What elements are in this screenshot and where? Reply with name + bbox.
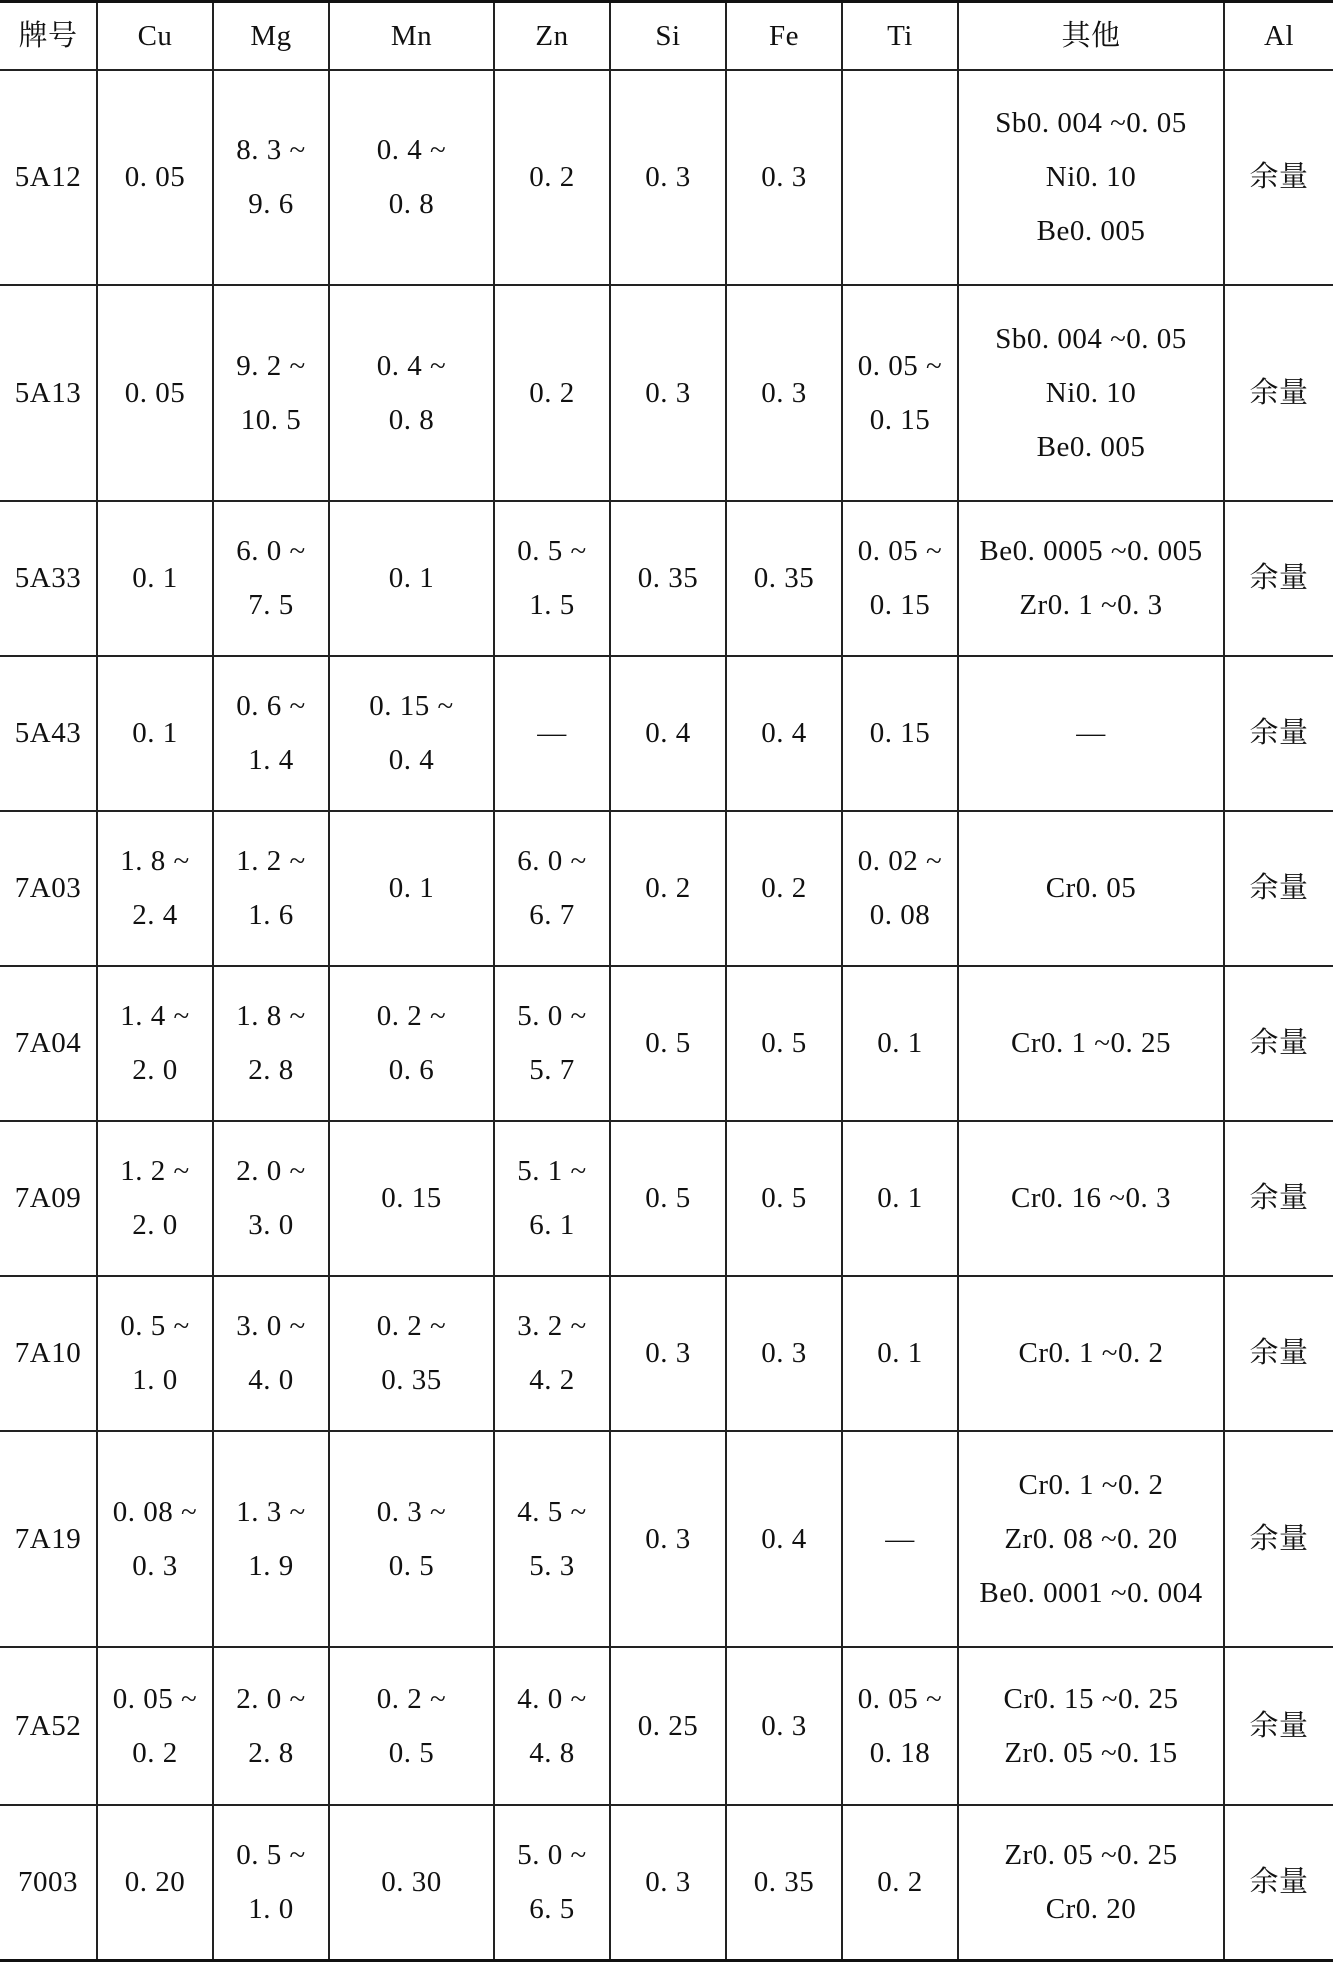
cell-mn — [329, 1647, 494, 1805]
cell-line: Ni0. 10 — [1045, 161, 1137, 193]
cell-line: 0. 1 — [388, 872, 435, 904]
cell-grade: 7A04 — [0, 966, 97, 1121]
cell-line: 0. 3 ~ — [376, 1495, 447, 1528]
cell-line: 4. 0 ~ — [517, 1682, 587, 1715]
cell-si — [610, 1431, 726, 1647]
cell-line: 0. 05 — [124, 376, 186, 409]
cell-zn — [494, 70, 610, 285]
cell-line: 余量 — [1249, 872, 1309, 904]
cell-line: 0. 2 — [761, 872, 807, 904]
cell-line: Be0. 005 — [1036, 215, 1146, 247]
cell-line: 0. 2 — [877, 1866, 923, 1899]
cell-line: 0. 4 — [388, 744, 435, 776]
cell-al — [1224, 1805, 1333, 1961]
cell-line: 7. 5 — [248, 589, 294, 621]
cell-mg — [213, 1431, 329, 1647]
cell-al — [1224, 70, 1333, 285]
cell-line: 0. 3 — [132, 1549, 178, 1582]
cell-zn — [494, 1647, 610, 1805]
cell-ti — [842, 1805, 958, 1961]
cell-cu — [97, 966, 213, 1121]
cell-line: 9. 2 ~ — [236, 349, 306, 382]
cell-mg — [213, 811, 329, 966]
cell-line: 0. 1 — [132, 562, 178, 594]
cell-line: 6. 7 — [529, 899, 575, 931]
cell-si — [610, 501, 726, 656]
cell-line: 0. 2 — [529, 376, 575, 409]
cell-mn — [329, 1805, 494, 1961]
cell-line: 0. 5 ~ — [120, 1310, 190, 1342]
cell-grade: 7A09 — [0, 1121, 97, 1276]
cell-zn — [494, 501, 610, 656]
cell-fe — [726, 70, 842, 285]
cell-line: 0. 3 — [645, 161, 691, 193]
cell-line: 0. 3 — [645, 376, 691, 409]
cell-ti — [842, 966, 958, 1121]
cell-line: 0. 8 — [388, 188, 435, 220]
cell-line: 10. 5 — [240, 403, 302, 436]
cell-zn — [494, 1276, 610, 1431]
cell-line: Cr0. 05 — [1045, 872, 1137, 904]
cell-line: 0. 15 ~ — [369, 690, 454, 722]
cell-ti — [842, 285, 958, 501]
cell-line: 余量 — [1249, 1522, 1309, 1555]
cell-line: 0. 25 — [637, 1709, 699, 1742]
cell-line: 0. 1 — [877, 1337, 923, 1369]
cell-line: 4. 0 — [248, 1364, 294, 1396]
cell-line: 0. 05 ~ — [857, 349, 943, 382]
cell-si — [610, 1121, 726, 1276]
cell-cu — [97, 501, 213, 656]
cell-line: 0. 8 — [388, 403, 435, 436]
cell-al — [1224, 1121, 1333, 1276]
cell-line: 0. 20 — [124, 1866, 186, 1899]
cell-line: 0. 1 — [877, 1182, 923, 1214]
cell-cu — [97, 1647, 213, 1805]
cell-mg — [213, 1276, 329, 1431]
cell-cu — [97, 811, 213, 966]
table-row — [0, 811, 1333, 966]
header-other: 其他 — [958, 2, 1224, 70]
cell-line: Be0. 005 — [1036, 430, 1146, 463]
cell-mn — [329, 1276, 494, 1431]
cell-fe — [726, 1805, 842, 1961]
cell-line: 余量 — [1249, 1027, 1309, 1059]
table-row — [0, 1805, 1333, 1961]
cell-line: 1. 2 ~ — [236, 845, 306, 877]
cell-zn — [494, 656, 610, 811]
cell-line: 0. 2 — [529, 161, 575, 193]
cell-line: 0. 08 — [869, 899, 931, 931]
cell-line: Zr0. 05 ~0. 25 — [1004, 1839, 1178, 1872]
cell-line: 0. 4 — [761, 1522, 807, 1555]
cell-si — [610, 656, 726, 811]
cell-line: Cr0. 16 ~0. 3 — [1011, 1182, 1171, 1214]
cell-line: 1. 4 ~ — [120, 1000, 190, 1032]
cell-line: 0. 15 — [869, 403, 931, 436]
cell-line: 1. 2 ~ — [120, 1155, 190, 1187]
cell-line: Be0. 0001 ~0. 004 — [979, 1576, 1203, 1609]
cell-line: 5. 3 — [529, 1549, 575, 1582]
cell-line: 0. 5 ~ — [517, 535, 587, 567]
cell-mg — [213, 70, 329, 285]
cell-line: 1. 9 — [248, 1549, 294, 1582]
cell-line: 0. 3 — [645, 1866, 691, 1899]
cell-line: Sb0. 004 ~0. 05 — [995, 322, 1187, 355]
cell-other — [958, 966, 1224, 1121]
cell-fe — [726, 656, 842, 811]
cell-zn — [494, 285, 610, 501]
cell-mg — [213, 656, 329, 811]
cell-line: Cr0. 1 ~0. 25 — [1011, 1027, 1171, 1059]
cell-grade: 5A12 — [0, 70, 97, 285]
cell-mn — [329, 285, 494, 501]
cell-line: Ni0. 10 — [1045, 376, 1137, 409]
table-row — [0, 1647, 1333, 1805]
cell-line: 0. 35 — [381, 1364, 442, 1396]
cell-line: Cr0. 1 ~0. 2 — [1018, 1337, 1164, 1369]
cell-mg — [213, 1121, 329, 1276]
cell-mn — [329, 1121, 494, 1276]
cell-mg — [213, 1805, 329, 1961]
cell-line: 6. 0 ~ — [517, 845, 587, 877]
table-row — [0, 1121, 1333, 1276]
cell-line: 1. 8 ~ — [236, 1000, 306, 1032]
cell-line: 0. 02 ~ — [857, 845, 943, 877]
cell-cu — [97, 1431, 213, 1647]
cell-line: 0. 3 — [645, 1522, 691, 1555]
cell-line: 0. 2 — [132, 1736, 178, 1769]
cell-al — [1224, 656, 1333, 811]
cell-fe — [726, 1276, 842, 1431]
cell-mg — [213, 285, 329, 501]
cell-line: 2. 0 ~ — [236, 1682, 306, 1715]
cell-line: 1. 6 — [248, 899, 294, 931]
cell-line: 9. 6 — [248, 188, 294, 220]
cell-cu — [97, 656, 213, 811]
cell-line: 4. 8 — [529, 1736, 575, 1769]
cell-line: 0. 05 ~ — [857, 535, 943, 567]
header-row — [0, 2, 1333, 70]
cell-line: 0. 3 — [761, 161, 807, 193]
cell-line: Cr0. 20 — [1045, 1893, 1137, 1926]
cell-line: 0. 5 ~ — [236, 1839, 306, 1872]
cell-ti — [842, 70, 958, 285]
cell-ti — [842, 811, 958, 966]
cell-other — [958, 811, 1224, 966]
cell-line: 0. 4 — [761, 717, 807, 749]
cell-cu — [97, 1276, 213, 1431]
cell-other — [958, 1276, 1224, 1431]
cell-line: 0. 2 — [645, 872, 691, 904]
cell-line: 0. 3 — [761, 1337, 807, 1369]
cell-line: 0. 5 — [761, 1182, 807, 1214]
table-row — [0, 656, 1333, 811]
cell-line: 1. 8 ~ — [120, 845, 190, 877]
cell-mn — [329, 966, 494, 1121]
cell-line: 0. 5 — [645, 1182, 691, 1214]
table-row — [0, 285, 1333, 501]
cell-line: 3. 2 ~ — [517, 1310, 587, 1342]
cell-line: 6. 5 — [529, 1893, 575, 1926]
cell-mn — [329, 656, 494, 811]
cell-mg — [213, 501, 329, 656]
cell-line: 0. 4 ~ — [376, 349, 447, 382]
cell-line: 1. 4 — [248, 744, 294, 776]
cell-ti — [842, 1276, 958, 1431]
cell-line: 0. 08 ~ — [112, 1495, 198, 1528]
cell-zn — [494, 811, 610, 966]
cell-other — [958, 285, 1224, 501]
cell-zn — [494, 966, 610, 1121]
cell-fe — [726, 285, 842, 501]
table-row — [0, 966, 1333, 1121]
cell-line: 余量 — [1249, 562, 1309, 594]
cell-line: Zr0. 1 ~0. 3 — [1019, 589, 1163, 621]
cell-line: 0. 5 — [388, 1549, 435, 1582]
cell-line: Zr0. 05 ~0. 15 — [1004, 1736, 1178, 1769]
cell-other — [958, 1431, 1224, 1647]
cell-line: 0. 5 — [645, 1027, 691, 1059]
cell-line: 2. 8 — [248, 1736, 294, 1769]
cell-line: 0. 5 — [388, 1736, 435, 1769]
cell-line: Cr0. 1 ~0. 2 — [1018, 1468, 1164, 1501]
cell-other — [958, 1121, 1224, 1276]
header-al: Al — [1224, 2, 1333, 70]
cell-fe — [726, 1121, 842, 1276]
cell-grade: 7003 — [0, 1805, 97, 1961]
cell-ti — [842, 1431, 958, 1647]
cell-mn — [329, 811, 494, 966]
cell-line: 余量 — [1249, 1337, 1309, 1369]
cell-si — [610, 1276, 726, 1431]
cell-line: 0. 6 ~ — [236, 690, 306, 722]
cell-line: 1. 0 — [132, 1364, 178, 1396]
cell-line: 0. 5 — [761, 1027, 807, 1059]
cell-line: Sb0. 004 ~0. 05 — [995, 107, 1187, 139]
cell-line: 余量 — [1249, 161, 1309, 193]
cell-grade: 5A43 — [0, 656, 97, 811]
cell-si — [610, 70, 726, 285]
cell-si — [610, 811, 726, 966]
cell-al — [1224, 1276, 1333, 1431]
cell-line: 4. 5 ~ — [517, 1495, 587, 1528]
cell-line: 5. 1 ~ — [517, 1155, 587, 1187]
cell-ti — [842, 1647, 958, 1805]
cell-line: 余量 — [1249, 1709, 1309, 1742]
cell-line: 0. 1 — [388, 562, 435, 594]
cell-al — [1224, 1647, 1333, 1805]
cell-line: Be0. 0005 ~0. 005 — [979, 535, 1203, 567]
cell-line: 5. 7 — [529, 1054, 575, 1086]
cell-line: 3. 0 ~ — [236, 1310, 306, 1342]
cell-cu — [97, 1121, 213, 1276]
cell-zn — [494, 1121, 610, 1276]
cell-line: 0. 1 — [877, 1027, 923, 1059]
table-row — [0, 1276, 1333, 1431]
cell-line: 0. 15 — [869, 589, 931, 621]
cell-line: 2. 0 — [132, 1209, 178, 1241]
cell-si — [610, 1647, 726, 1805]
cell-line: 1. 0 — [248, 1893, 294, 1926]
cell-grade: 7A19 — [0, 1431, 97, 1647]
cell-si — [610, 285, 726, 501]
header-si: Si — [610, 2, 726, 70]
cell-mg — [213, 966, 329, 1121]
cell-line: 0. 05 ~ — [112, 1682, 198, 1715]
cell-line: 0. 15 — [869, 717, 931, 749]
header-fe: Fe — [726, 2, 842, 70]
header-cu: Cu — [97, 2, 213, 70]
cell-cu — [97, 70, 213, 285]
cell-line: 0. 1 — [132, 717, 178, 749]
cell-al — [1224, 501, 1333, 656]
cell-mg — [213, 1647, 329, 1805]
cell-grade: 7A03 — [0, 811, 97, 966]
cell-line: 0. 05 — [124, 161, 186, 193]
cell-ti — [842, 501, 958, 656]
cell-line: 2. 0 — [132, 1054, 178, 1086]
table-row — [0, 70, 1333, 285]
cell-al — [1224, 811, 1333, 966]
cell-ti — [842, 1121, 958, 1276]
cell-line: 0. 05 ~ — [857, 1682, 943, 1715]
cell-zn — [494, 1431, 610, 1647]
cell-line: 2. 8 — [248, 1054, 294, 1086]
cell-line: 6. 0 ~ — [236, 535, 306, 567]
cell-line: 0. 15 — [381, 1182, 442, 1214]
cell-fe — [726, 1647, 842, 1805]
cell-line: — — [537, 717, 567, 749]
cell-line: 1. 5 — [529, 589, 575, 621]
header-mn: Mn — [329, 2, 494, 70]
cell-line: 0. 3 — [761, 1709, 807, 1742]
cell-line: 余量 — [1249, 717, 1309, 749]
cell-fe — [726, 811, 842, 966]
cell-line: 0. 35 — [637, 562, 699, 594]
header-ti: Ti — [842, 2, 958, 70]
cell-line: 0. 35 — [753, 1866, 815, 1899]
cell-line: 3. 0 — [248, 1209, 294, 1241]
cell-al — [1224, 966, 1333, 1121]
header-mg: Mg — [213, 2, 329, 70]
cell-fe — [726, 966, 842, 1121]
cell-si — [610, 966, 726, 1121]
cell-line: 4. 2 — [529, 1364, 575, 1396]
cell-other — [958, 1647, 1224, 1805]
cell-line: 0. 2 ~ — [376, 1682, 447, 1715]
cell-mn — [329, 70, 494, 285]
cell-al — [1224, 285, 1333, 501]
cell-al — [1224, 1431, 1333, 1647]
cell-cu — [97, 1805, 213, 1961]
cell-line: 6. 1 — [529, 1209, 575, 1241]
cell-line: 0. 2 ~ — [376, 1000, 447, 1032]
cell-mn — [329, 501, 494, 656]
cell-line: 5. 0 ~ — [517, 1000, 587, 1032]
cell-grade: 7A52 — [0, 1647, 97, 1805]
cell-fe — [726, 501, 842, 656]
cell-line: 0. 6 — [388, 1054, 435, 1086]
cell-line: 8. 3 ~ — [236, 134, 306, 166]
cell-other — [958, 656, 1224, 811]
cell-zn — [494, 1805, 610, 1961]
cell-line: 余量 — [1249, 376, 1309, 409]
cell-si — [610, 1805, 726, 1961]
cell-fe — [726, 1431, 842, 1647]
cell-line: 1. 3 ~ — [236, 1495, 306, 1528]
cell-line: 2. 4 — [132, 899, 178, 931]
header-grade: 牌号 — [0, 2, 97, 70]
cell-grade: 5A33 — [0, 501, 97, 656]
cell-line: 0. 2 ~ — [376, 1310, 447, 1342]
cell-grade: 5A13 — [0, 285, 97, 501]
cell-line: — — [885, 1522, 915, 1555]
cell-line: 0. 3 — [645, 1337, 691, 1369]
cell-other — [958, 1805, 1224, 1961]
cell-other — [958, 70, 1224, 285]
cell-line: 0. 35 — [753, 562, 815, 594]
cell-cu — [97, 285, 213, 501]
cell-line: 余量 — [1249, 1182, 1309, 1214]
cell-line: Zr0. 08 ~0. 20 — [1004, 1522, 1178, 1555]
table-row — [0, 1431, 1333, 1647]
cell-line: 2. 0 ~ — [236, 1155, 306, 1187]
cell-grade: 7A10 — [0, 1276, 97, 1431]
table-row — [0, 501, 1333, 656]
cell-mn — [329, 1431, 494, 1647]
cell-line: 5. 0 ~ — [517, 1839, 587, 1872]
cell-line: 0. 4 ~ — [376, 134, 447, 166]
cell-line: 0. 3 — [761, 376, 807, 409]
cell-other — [958, 501, 1224, 656]
cell-line: — — [1076, 717, 1106, 749]
table-body — [0, 70, 1333, 1961]
cell-line: 0. 18 — [869, 1736, 931, 1769]
cell-line: 0. 30 — [381, 1866, 442, 1899]
cell-line: 0. 4 — [645, 717, 691, 749]
cell-ti — [842, 656, 958, 811]
header-zn: Zn — [494, 2, 610, 70]
cell-line: Cr0. 15 ~0. 25 — [1003, 1682, 1179, 1715]
cell-line: 余量 — [1249, 1866, 1309, 1899]
